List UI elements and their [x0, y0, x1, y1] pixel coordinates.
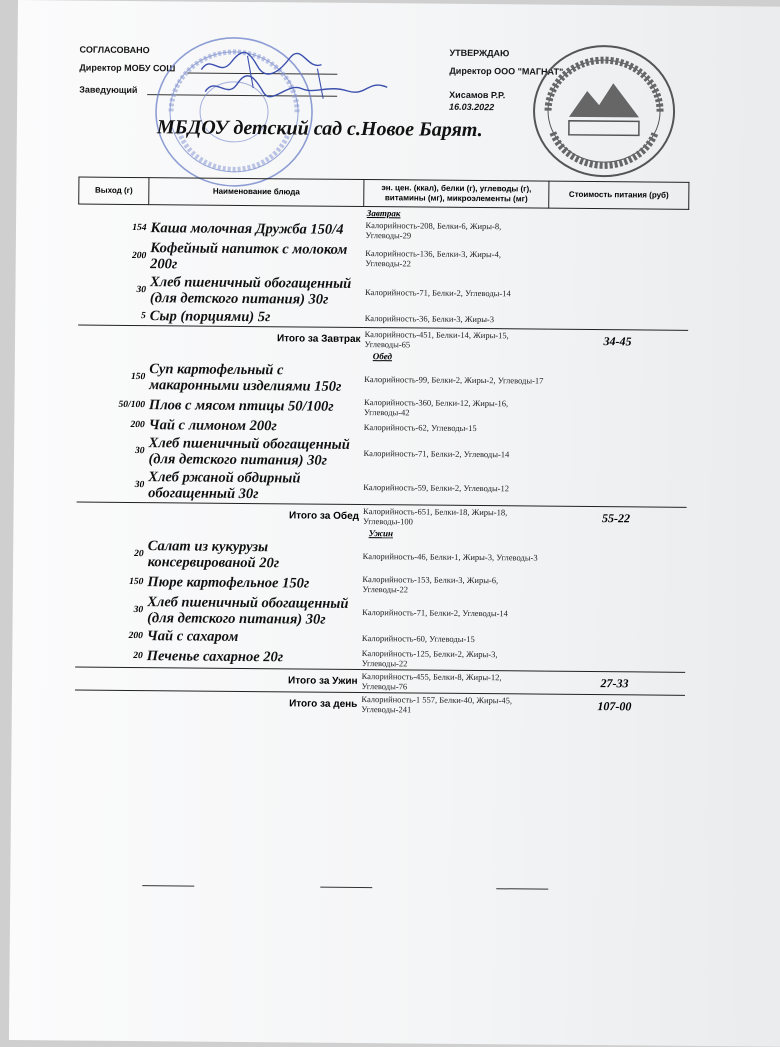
- item-dish-name: Сыр (порциями) 5г: [149, 308, 271, 326]
- table-row: [78, 273, 688, 312]
- item-quantity: 30: [136, 285, 147, 296]
- item-nutrition: Калорийность-36, Белки-3, Жиры-3: [364, 313, 495, 325]
- approval-left-title: СОГЛАСОВАНО: [79, 44, 150, 56]
- meal-total-nutrition: Калорийность-455, Белки-8, Жиры-12, Углеводы-76: [359, 670, 544, 695]
- item-dish-name: Хлеб пшеничный обогащенный (для детского питания) 30г: [148, 435, 350, 469]
- item-quantity: 30: [135, 446, 145, 457]
- meal-name: Ужин: [368, 528, 394, 539]
- item-nutrition: Калорийность-136, Белки-3, Жиры-4, Углеводы-22: [365, 248, 502, 269]
- meal-total-cost: 55-22: [546, 506, 686, 530]
- item-nutrition: Калорийность-62, Углеводы-15: [363, 422, 477, 434]
- item-quantity: 154: [132, 223, 147, 234]
- table-row: [77, 360, 687, 399]
- menu-body: [74, 204, 688, 718]
- item-cost-empty: [546, 438, 686, 473]
- footer-signature-line: [320, 887, 372, 888]
- table-row: [78, 239, 688, 278]
- approval-left-head: Заведующий: [79, 84, 138, 96]
- item-cost-empty: [545, 631, 685, 650]
- day-total-nutrition: Калорийность-1 557, Белки-40, Жиры-45, Углеводы-241: [359, 693, 544, 717]
- item-nutrition: Калорийность-99, Белки-2, Жиры-2, Углеводы-17: [364, 374, 544, 386]
- item-quantity: 50/100: [118, 399, 146, 411]
- item-dish-name: Печенье сахарное 20г: [146, 648, 284, 666]
- document-sheet: [9, 0, 780, 1047]
- item-quantity: 150: [129, 576, 144, 588]
- column-header-dish: Наименование блюда: [149, 178, 364, 207]
- item-dish-name: Суп картофельный с макаронными изделиями 150г: [149, 361, 342, 395]
- item-quantity: 200: [130, 419, 145, 431]
- meal-total-nutrition: Калорийность-651, Белки-18, Жиры-18, Углеводы-100: [361, 505, 546, 529]
- meal-total-nutrition: Калорийность-451, Белки-14, Жиры-15, Углеводы-65: [362, 328, 547, 352]
- item-dish-name: Пюре картофельное 150г: [147, 574, 310, 592]
- item-quantity: 150: [130, 372, 146, 383]
- item-quantity: 30: [133, 605, 144, 616]
- footer-signature-line: [142, 885, 194, 886]
- item-cost-empty: [545, 575, 685, 598]
- item-cost-empty: [548, 221, 688, 244]
- day-total-cost: 107-00: [544, 694, 684, 718]
- day-total-row: [74, 690, 684, 718]
- item-dish-name: Хлеб пшеничный обогащенный (для детского питания) 30г: [149, 274, 352, 308]
- approval-right-person: Хисамов Р.Р.: [449, 89, 506, 101]
- item-cost-empty: [547, 398, 687, 421]
- item-cost-empty: [548, 277, 688, 312]
- item-quantity: 30: [134, 480, 145, 491]
- item-cost-empty: [545, 597, 685, 632]
- meal-total-cost: 34-45: [547, 329, 687, 353]
- column-header-nutrition: эн. цен. (ккал), белки (г), углеводы (г), витамины (мг), микроэлементы (мг): [364, 180, 549, 209]
- approval-left-position: Директор МОБУ СОШ: [79, 62, 176, 74]
- item-nutrition: Калорийность-71, Белки-2, Углеводы-14: [362, 607, 508, 619]
- item-nutrition: Калорийность-125, Белки-2, Жиры-3, Углеводы-22: [361, 648, 498, 669]
- item-nutrition: Калорийность-71, Белки-2, Углеводы-14: [364, 287, 511, 299]
- item-quantity: 20: [133, 651, 143, 662]
- column-header-cost: Стоимость питания (руб): [549, 181, 689, 209]
- column-header-qty: Выход (г): [79, 177, 149, 205]
- item-cost-empty: [548, 243, 688, 278]
- approval-right-date: 16.03.2022: [449, 101, 495, 113]
- item-nutrition: Калорийность-71, Белки-2, Углеводы-14: [363, 448, 510, 460]
- table-row: [75, 593, 685, 632]
- item-dish-name: Чай с сахаром: [146, 628, 239, 645]
- menu-table: [74, 177, 690, 718]
- meal-total-cost: 27-33: [544, 671, 684, 695]
- item-dish-name: Плов с мясом птицы 50/100г: [148, 397, 334, 415]
- item-quantity: 200: [131, 251, 147, 262]
- round-stamp-magnat-icon: [528, 40, 679, 181]
- footer-signature-line: [496, 888, 548, 889]
- item-quantity: 200: [128, 630, 143, 642]
- meal-total-label: Итого за Завтрак: [77, 325, 362, 350]
- item-nutrition: Калорийность-60, Углеводы-15: [361, 633, 475, 645]
- item-nutrition: Калорийность-46, Белки-1, Жиры-3, Углеводы-3: [362, 551, 538, 563]
- table-row: [76, 537, 686, 576]
- page-title: МБДОУ детский сад с.Новое Барят.: [156, 116, 483, 142]
- item-dish-name: Каша молочная Дружба 150/4: [150, 220, 344, 238]
- item-dish-name: Чай с лимоном 200г: [148, 417, 277, 435]
- item-cost-empty: [546, 541, 686, 576]
- item-dish-name: Хлеб пшеничный обогащенный (для детского питания) 30г: [147, 594, 349, 628]
- meal-name: Завтрак: [366, 208, 401, 219]
- approval-right-title: УТВЕРЖДАЮ: [449, 47, 510, 59]
- item-cost-empty: [545, 649, 685, 673]
- item-dish-name: Хлеб ржаной обдирный обогащенный 30г: [148, 469, 301, 503]
- item-nutrition: Калорийность-153, Белки-3, Жиры-6, Углеводы-22: [362, 574, 499, 595]
- day-total-label: Итого за день: [74, 690, 359, 715]
- item-cost-empty: [546, 472, 686, 508]
- item-quantity: 5: [140, 311, 146, 322]
- item-nutrition: Калорийность-360, Белки-12, Жиры-16, Углеводы-42: [363, 397, 509, 418]
- item-nutrition: Калорийность-59, Белки-2, Углеводы-12: [363, 482, 510, 494]
- item-nutrition: Калорийность-208, Белки-6, Жиры-8, Углеводы-29: [365, 220, 502, 241]
- item-cost-empty: [548, 311, 688, 331]
- item-cost-empty: [547, 364, 687, 399]
- approval-right-position: Директор ООО "МАГНАТ": [449, 65, 564, 77]
- item-dish-name: Салат из кукурузы консервированой 20г: [147, 538, 280, 572]
- table-row: [76, 434, 686, 473]
- meal-total-label: Итого за Обед: [76, 502, 361, 527]
- meal-total-label: Итого за Ужин: [74, 667, 359, 692]
- item-quantity: 20: [134, 549, 144, 560]
- item-cost-empty: [547, 420, 687, 439]
- table-row: [76, 468, 686, 508]
- item-dish-name: Кофейный напиток с молоком 200г: [150, 240, 348, 273]
- signature-icon: [197, 48, 398, 110]
- meal-name: Обед: [372, 351, 393, 362]
